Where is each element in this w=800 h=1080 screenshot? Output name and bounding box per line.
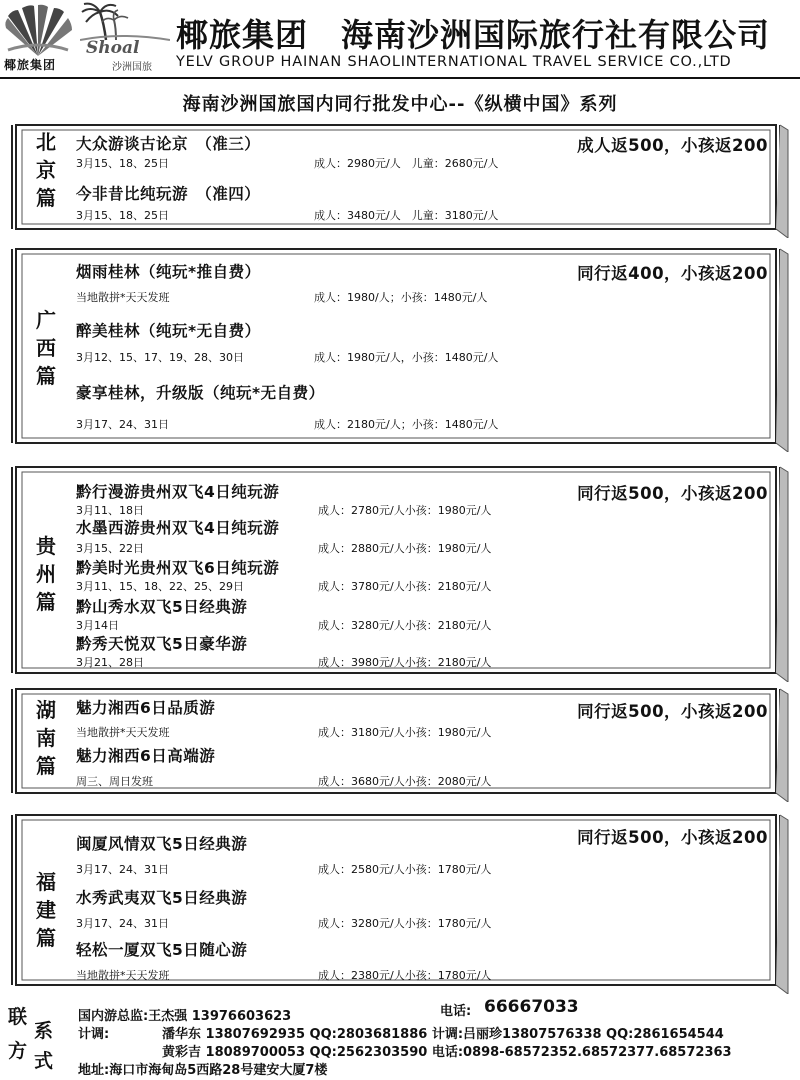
tour-price: 成人：1980/人；小孩：1480元/人 [314,291,488,304]
tour-dates: 3月11、18日 [76,504,144,517]
section-beijing [10,120,790,238]
logo-caption: 椰旅集团 [4,58,57,72]
region-label: 贵州篇 [36,534,56,614]
tour-price: 成人：3680元/人小孩：2080元/人 [318,775,492,788]
tour-title: 大众游谈古论京 （准三） [76,135,261,153]
tour-title: 烟雨桂林（纯玩*推自费） [76,263,261,281]
shoal-caption: 沙洲国旅 [112,62,152,73]
tour-dates: 当地散拼*天天发班 [76,969,170,982]
tour-dates: 3月11、15、18、22、25、29日 [76,580,244,593]
region-label: 广西篇 [36,308,56,388]
tour-dates: 3月12、15、17、19、28、30日 [76,351,244,364]
tour-dates: 3月17、24、31日 [76,917,169,930]
tour-title: 黔秀天悦双飞5日豪华游 [76,635,248,653]
tour-price: 成人：2980元/人 儿童：2680元/人 [314,157,499,170]
rebate-text: 成人返500，小孩返200 [577,136,768,155]
coordinator-label: 计调: [78,1027,110,1042]
section-hunan [10,684,790,802]
contact-label-4: 式 [34,1050,54,1072]
tour-price: 成人：3180元/人小孩：1980元/人 [318,726,492,739]
tour-dates: 当地散拼*天天发班 [76,291,170,304]
region-label: 北京篇 [36,130,56,210]
company-name-en: YELV GROUP HAINAN SHAOLINTERNATIONAL TRAVEL SERVICE CO.,LTD [176,54,732,70]
tour-price: 成人：2880元/人小孩：1980元/人 [318,542,492,555]
shoal-wordmark: Shoal [86,38,140,58]
phone-number: 66667033 [484,997,579,1017]
tour-title: 魅力湘西6日高端游 [76,747,216,765]
coordinator-line-2: 黄彩吉 18089700053 QQ:2562303590 电话:0898-68572352.68572377.68572363 [162,1045,732,1060]
contact-label-3: 方 [8,1040,28,1062]
tour-title: 闽厦风情双飞5日经典游 [76,835,248,853]
tour-dates: 3月15、18、25日 [76,209,169,222]
tour-title: 黔行漫游贵州双飞4日纯玩游 [76,483,280,501]
section-guizhou [10,462,790,682]
rebate-text: 同行返500，小孩返200 [577,484,768,503]
tour-dates: 当地散拼*天天发班 [76,726,170,739]
tour-price: 成人：1980元/人，小孩：1480元/人 [314,351,499,364]
tour-title: 水墨西游贵州双飞4日纯玩游 [76,519,280,537]
region-label: 湖南篇 [36,698,56,778]
contact-label-1: 联 [8,1006,28,1028]
tour-dates: 3月15、22日 [76,542,144,555]
section-guangxi [10,244,790,452]
address-line: 地址:海口市海甸岛5西路28号建安大厦7楼 [78,1063,328,1078]
tour-price: 成人：2180元/人；小孩：1480元/人 [314,418,499,431]
tour-title: 豪享桂林，升级版（纯玩*无自费） [76,384,325,402]
tour-title: 今非昔比纯玩游 （准四） [76,185,261,203]
phone-label: 电话: [440,1004,472,1019]
tour-title: 醉美桂林（纯玩*无自费） [76,322,261,340]
rebate-text: 同行返500，小孩返200 [577,828,768,847]
header-divider [0,77,800,79]
tour-price: 成人：3280元/人小孩：1780元/人 [318,917,492,930]
tour-dates: 3月15、18、25日 [76,157,169,170]
tour-price: 成人：2580元/人小孩：1780元/人 [318,863,492,876]
fan-logo-icon [2,2,74,58]
tour-dates: 周三、周日发班 [76,775,153,788]
tour-price: 成人：3480元/人 儿童：3180元/人 [314,209,499,222]
tour-price: 成人：3780元/人小孩：2180元/人 [318,580,492,593]
tour-title: 水秀武夷双飞5日经典游 [76,889,248,907]
tour-dates: 3月21、28日 [76,656,144,669]
section-fujian [10,810,790,994]
tour-price: 成人：3280元/人小孩：2180元/人 [318,619,492,632]
company-name-cn: 椰旅集团 海南沙洲国际旅行社有限公司 [176,16,771,54]
rebate-text: 同行返400，小孩返200 [577,264,768,283]
region-label: 福建篇 [36,870,56,950]
rebate-text: 同行返500，小孩返200 [577,702,768,721]
tour-price: 成人：2780元/人小孩：1980元/人 [318,504,492,517]
tour-title: 魅力湘西6日品质游 [76,699,216,717]
tour-title: 黔美时光贵州双飞6日纯玩游 [76,559,280,577]
coordinator-line-1: 潘华东 13807692935 QQ:2803681886 计调:吕丽珍13807576338 QQ:2861654544 [162,1027,724,1042]
tour-title: 轻松一厦双飞5日随心游 [76,941,248,959]
director-line: 国内游总监:王杰强 13976603623 [78,1009,292,1024]
palm-tree-icon [80,2,170,42]
tour-dates: 3月14日 [76,619,119,632]
tour-dates: 3月17、24、31日 [76,418,169,431]
contact-label-2: 系 [34,1020,54,1042]
tour-title: 黔山秀水双飞5日经典游 [76,598,248,616]
tour-price: 成人：2380元/人小孩：1780元/人 [318,969,492,982]
tour-price: 成人：3980元/人小孩：2180元/人 [318,656,492,669]
page-subtitle: 海南沙洲国旅国内同行批发中心--《纵横中国》系列 [182,94,618,115]
tour-dates: 3月17、24、31日 [76,863,169,876]
